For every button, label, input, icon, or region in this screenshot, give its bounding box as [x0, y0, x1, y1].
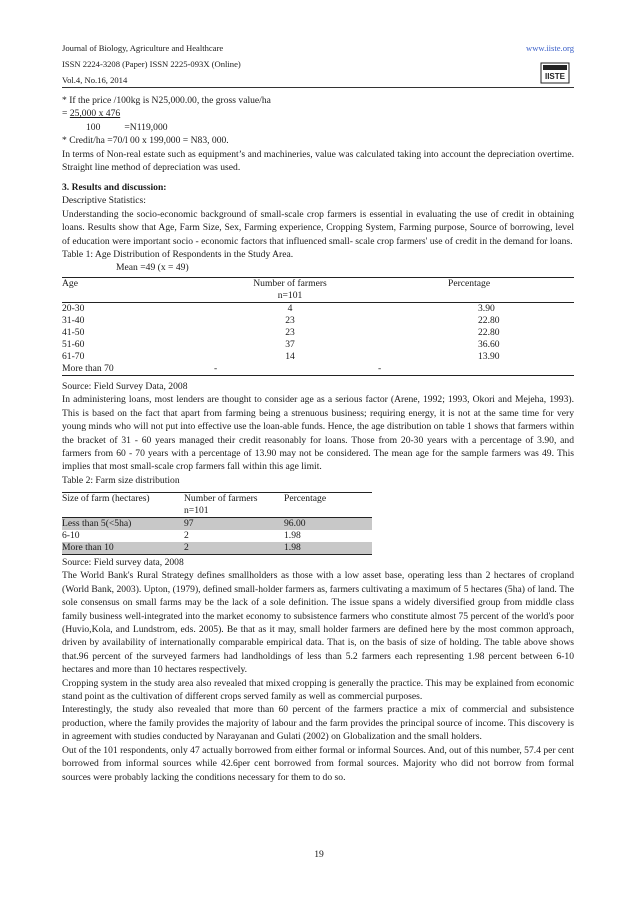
farm-size-table: [62, 492, 372, 555]
credit-line: * Credit/ha =70/l 00 x 199,000 = N83, 000.: [62, 135, 229, 147]
table2-col-size: Size of farm (hectares): [62, 493, 150, 504]
journal-title: Journal of Biology, Agriculture and Healthcare: [62, 43, 224, 53]
table2-header-row: [62, 493, 372, 518]
table2-cell: 97: [184, 518, 194, 529]
formula-numerator: 25,000 x 476: [69, 108, 121, 120]
table1-source: Source: Field Survey Data, 2008: [62, 381, 188, 392]
table-row: [62, 530, 372, 542]
table1-cell: 3.90: [478, 303, 495, 314]
table-row: [62, 518, 372, 531]
table1-header-row: [62, 278, 574, 303]
formula-prefix: =: [62, 108, 70, 120]
table1: [62, 277, 574, 376]
table1-cell: 4: [287, 303, 293, 314]
table2-col-percentage: Percentage: [284, 493, 327, 504]
table1-cell: 20-30: [62, 303, 85, 314]
table1-cell: 61-70: [62, 351, 85, 362]
journal-header: [62, 40, 574, 88]
table2-col-farmers: [184, 493, 284, 518]
table-row: [62, 315, 574, 327]
table1-cell: 22.80: [478, 315, 500, 326]
intro-block: [62, 94, 574, 174]
page-number: 19: [314, 849, 324, 860]
table2-col-n: n=101: [184, 505, 209, 516]
table2-cell: 96.00: [284, 518, 306, 529]
table2-cell: 2: [184, 530, 189, 541]
table-row: [62, 363, 574, 376]
table1-cell: 37: [285, 339, 295, 350]
table2-cell: 1.98: [284, 530, 301, 541]
table1-cell: -: [378, 363, 382, 374]
journal-volume: Vol.4, No.16, 2014: [62, 75, 128, 85]
table2-cell: Less than 5(<5ha): [62, 518, 132, 529]
table2-caption: Table 2: Farm size distribution: [62, 474, 180, 486]
paragraph-3: The World Bank's Rural Strategy defines smallholders as those with a low asset base, operating less than 2 hectares of cropland (World Bank, 2003). Upton, (1979), defined small-holder farmers as, farmers cultivating a maximum of 5 hectares (5ha) of land. The sole consensus on small farms may be the lack of a sole definition. The issue spans a widely diversified group from middle class family business well-integrated into the market economy to subsistence farmers who constitute almost 75 percent of the world's poor (Huvio,Kola, and Lundstrom, eds. 2005). Be that as it may, small holder farmers are defined here by the most common approach, driven by availability of internationally comparable empirical data. That is, on the basis of size of holding. The table above shows that.96 percent of the surveyed farmers had landholdings of less than 5.2 farmers each representing 1.98 percent between 6-10 hectares and more than 10 hectares respectively.: [62, 570, 574, 676]
results-section: [62, 181, 574, 275]
journal-url-link[interactable]: www.iiste.org: [526, 43, 574, 53]
paragraph-5: Interestingly, the study also revealed that more than 60 percent of the farmers practice a mix of commercial and subsistence production, where the family provides the majority of labour and the farm provides the principal source of income. This discovery is in agreement with studies conducted by Narayanan and Gulati (2002) on Globalization and the small holders.: [62, 704, 574, 743]
farm-size-discussion: [62, 556, 574, 784]
table1-caption: Table 1: Age Distribution of Respondents in the Study Area.: [62, 249, 294, 261]
table2: [62, 492, 574, 555]
table1-col-farmers-label: Number of farmers: [253, 278, 327, 289]
paragraph-6: Out of the 101 respondents, only 47 actually borrowed from either formal or informal Sources. And, out of this number, 57.4 per cent borrowed from informal sources while 42.6per cent borrowed from formal sources. Majority who did not borrow from formal sources were probably lacking the conditions necessary for them to do so.: [62, 744, 574, 783]
table1-col-age: Age: [62, 278, 78, 289]
table1-mean: Mean =49 (x = 49): [116, 262, 189, 274]
table1-cell: 51-60: [62, 339, 85, 350]
paragraph-4: Cropping system in the study area also revealed that mixed cropping is generally the practice. This may be explained from economic stand point as the cultivation of different crops served family as well as commercial purposes.: [62, 677, 574, 703]
table1-cell: -: [214, 363, 218, 374]
table-row: [62, 327, 574, 339]
table2-cell: 1.98: [284, 542, 301, 553]
table-row: [62, 303, 574, 316]
age-table: [62, 277, 574, 376]
paragraph-1: Understanding the socio-economic background of small-scale crop farmers is essential in evaluating the use of credit in obtaining loans. Results show that Age, Farm Size, Sex, Farming experience, Cropping System, Farming purpose, Source of borrowing, level of education were important socio - economic factors that influenced small- scale crop farmers' use of credit in the demand for loans.: [62, 208, 574, 247]
depreciation-text: In terms of Non-real estate such as equipment’s and machineries, value was calculated taking into account the depreciation overtime. Straight line method of depreciation was used.: [62, 148, 574, 174]
table1-cell: 14: [285, 351, 295, 362]
journal-issn: ISSN 2224-3208 (Paper) ISSN 2225-093X (Online): [62, 59, 241, 69]
table-row: [62, 542, 372, 555]
table2-cell: More than 10: [62, 542, 114, 553]
table2-col-farmers-label: Number of farmers: [184, 493, 258, 504]
iiste-logo: [540, 62, 570, 84]
logo-text: IISTE: [544, 72, 566, 81]
table2-cell: 6-10: [62, 530, 80, 541]
table-row: [62, 351, 574, 363]
table2-source: Source: Field survey data, 2008: [62, 557, 184, 568]
price-line: * If the price /100kg is N25,000.00, the gross value/ha: [62, 95, 271, 106]
table2-cell: 2: [184, 542, 189, 553]
header-rule: [62, 87, 574, 88]
table1-cell: 36.60: [478, 339, 500, 350]
table1-cell: 13.90: [478, 351, 500, 362]
table1-cell: 23: [285, 315, 295, 326]
table-row: [62, 339, 574, 351]
section-subheading: Descriptive Statistics:: [62, 195, 146, 207]
paragraph-2: In administering loans, most lenders are thought to consider age as a serious factor (Arene, 1992; 1993, Okori and Mejeha, 1993). This is based on the fact that apart from farming being a strenuous business; requiring energy, it is not at the same time for very young minds who will not put into effective use the loan-able funds. Hence, the age distribution on table 1 shows that farmers within the bracket of 31 - 60 years managed their credit reasonably for loans. Those from 20-30 years with a percentage of 3.90, and farmers from 60 - 70 years with a percentage of 13.90 may not be considered. The mean age for the sample farmers was 49. This implies that most small-scale crop farmers fall within this age limit.: [62, 394, 574, 473]
section-heading: 3. Results and discussion:: [62, 182, 167, 193]
table1-cell: 31-40: [62, 315, 85, 326]
table1-col-farmers: [202, 278, 378, 303]
table1-cell: More than 70: [62, 363, 114, 374]
gross-formula: [62, 107, 574, 120]
formula-denominator: 100 =N119,000: [86, 121, 168, 133]
table1-cell: 22.80: [478, 327, 500, 338]
table1-cell: 23: [285, 327, 295, 338]
table1-col-percentage: Percentage: [448, 278, 491, 289]
table1-col-n: n=101: [277, 290, 303, 301]
age-discussion: [62, 380, 574, 487]
table1-cell: 41-50: [62, 327, 85, 338]
